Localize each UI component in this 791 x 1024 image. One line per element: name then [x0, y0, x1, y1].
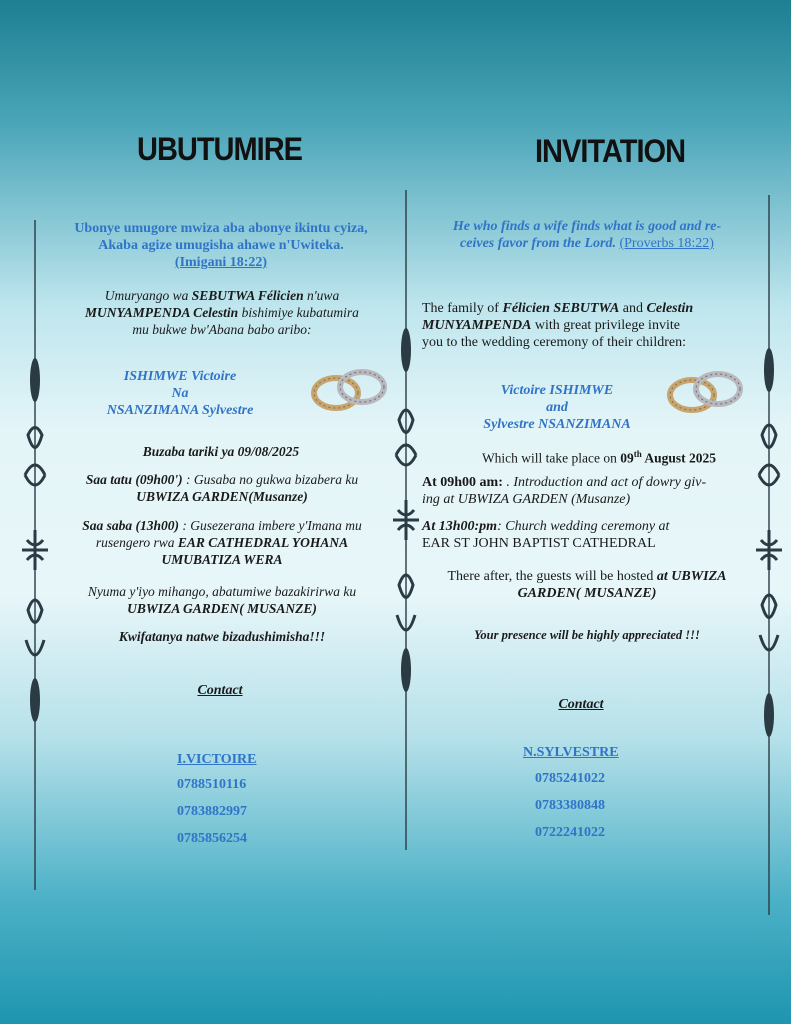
right-verse-reference: (Proverbs 18:22) [619, 236, 714, 251]
left-event2-place2: UMUBATIZA WERA [161, 552, 283, 567]
right-family-text1: The family of [422, 301, 503, 316]
left-closing: Kwifatanya natwe bizadushimisha!!! [118, 629, 326, 644]
right-verse-line2 [426, 235, 748, 252]
left-event1-text: : Gusaba no gukwa bizabera ku [182, 472, 359, 487]
right-couple-connector: and [546, 400, 568, 415]
right-date [454, 446, 744, 467]
left-event1-time: Saa tatu (09h00') [85, 472, 183, 487]
left-event3 [52, 583, 392, 617]
left-couple-name2: NSANZIMANA Sylvestre [106, 403, 254, 418]
left-event2-text: : Gusezerana imbere y'Imana mu [179, 518, 362, 533]
right-family-name2b: MUNYAMPENDA [422, 318, 532, 333]
left-event2 [52, 517, 392, 568]
right-date-month: August 2025 [641, 450, 717, 466]
left-scroll-ornament-icon [20, 220, 50, 890]
left-family-text2: n'uwa [303, 288, 340, 303]
right-event2-text: : Church wedding ceremony at [497, 519, 670, 534]
right-event3-text: There after, the guests will be hosted [447, 569, 657, 584]
left-contact-label: Contact [197, 683, 243, 698]
right-event1-time: At 09h00 am: [422, 475, 507, 490]
right-couple-name1: Victoire ISHIMWE [500, 383, 614, 398]
left-couple-name1: ISHIMWE Victoire [123, 369, 237, 384]
right-family-name2a: Celestin [646, 301, 694, 316]
right-event3-place2: GARDEN( MUSANZE) [517, 586, 657, 601]
left-contact-phone-2[interactable]: 0783882997 [177, 804, 247, 819]
left-contact-phone-3[interactable]: 0785856254 [177, 831, 247, 846]
right-verse-text2: ceives favor from the Lord. [460, 236, 620, 251]
left-family-text1: Umuryango wa [104, 288, 192, 303]
right-family-text3: with great privilege invite [531, 318, 680, 333]
left-contact-name[interactable]: I.VICTOIRE [177, 752, 257, 767]
left-event1-place: UBWIZA GARDEN(Musanze) [136, 489, 308, 504]
left-event3-text: Nyuma y'iyo mihango, abatumiwe bazakirirwa ku [87, 584, 357, 599]
left-family-paragraph [56, 287, 388, 338]
left-event2-place: EAR CATHEDRAL YOHANA [177, 535, 349, 550]
right-date-suffix: th [633, 449, 642, 459]
right-event1-text2: ing at UBWIZA GARDEN (Musanze) [422, 492, 631, 507]
left-event1 [52, 471, 392, 505]
left-family-name1: SEBUTWA Félicien [191, 288, 304, 303]
right-contact-phone-1[interactable]: 0785241022 [535, 771, 605, 786]
left-contact-phone-1[interactable]: 0788510116 [177, 777, 247, 792]
right-event3-place1: at UBWIZA [656, 569, 727, 584]
right-date-day: 09 [620, 450, 634, 466]
right-event2-place: EAR ST JOHN BAPTIST CATHEDRAL [422, 536, 656, 551]
left-family-text3: bishimiye kubatumira [238, 305, 359, 320]
right-couple-names [462, 382, 652, 433]
left-event2-time: Saa saba (13h00) [82, 518, 180, 533]
right-contact-label: Contact [558, 697, 604, 712]
right-verse-text1: He who finds a wife finds what is good and re- [452, 219, 722, 234]
right-event1 [422, 474, 752, 508]
left-couple-names [80, 368, 280, 419]
right-couple-name2: Sylvestre NSANZIMANA [483, 417, 631, 432]
right-event1-text: . Introduction and act of dowry giv- [506, 475, 707, 490]
left-family-text4: mu bukwe bw'Abana babo aribo: [132, 322, 312, 337]
right-event2 [422, 518, 752, 552]
right-family-text4: you to the wedding ceremony of their children: [422, 335, 686, 350]
right-closing: Your presence will be highly appreciated !!! [474, 628, 700, 642]
right-contact-phone-2[interactable]: 0783380848 [535, 798, 605, 813]
left-date: Buzaba tariki ya 09/08/2025 [142, 444, 300, 459]
right-scroll-ornament-icon [754, 195, 784, 915]
right-wedding-rings-icon [666, 367, 744, 417]
left-couple-connector: Na [171, 386, 189, 401]
right-event2-time: At 13h00:pm [422, 519, 498, 534]
right-verse [426, 218, 748, 252]
right-contact-name[interactable]: N.SYLVESTRE [523, 745, 619, 760]
left-event2-text2: rusengero rwa [95, 535, 178, 550]
left-event3-place: UBWIZA GARDEN( MUSANZE) [127, 601, 317, 616]
right-verse-line1 [426, 218, 748, 235]
left-verse-reference: (Imigani 18:22) [174, 255, 268, 270]
right-contact-phone-3[interactable]: 0722241022 [535, 825, 605, 840]
right-family-paragraph [422, 300, 752, 351]
left-wedding-rings-icon [310, 365, 388, 415]
right-family-name1: Félicien SEBUTWA [502, 301, 620, 316]
left-title: UBUTUMIRE [137, 132, 302, 168]
left-verse-line1: Ubonye umugore mwiza aba abonye ikintu cyiza, [74, 221, 368, 236]
center-scroll-ornament-icon [391, 190, 421, 850]
right-title: INVITATION [535, 134, 686, 170]
right-family-text2: and [619, 301, 647, 316]
right-date-text: Which will take place on [481, 450, 621, 466]
left-verse-line2: Akaba agize umugisha ahawe n'Uwiteka. [98, 238, 344, 253]
left-family-name2: MUNYAMPENDA Celestin [85, 305, 239, 320]
right-event3 [422, 568, 752, 602]
left-verse [50, 220, 392, 271]
